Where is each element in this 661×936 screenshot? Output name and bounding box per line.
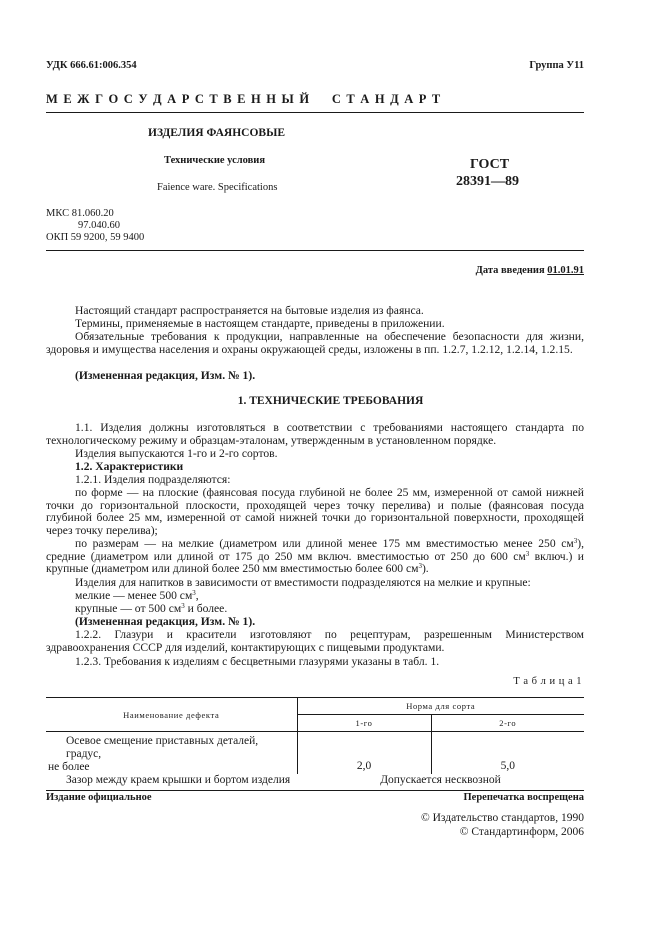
clause-1-2-3: 1.2.3. Требования к изделиям с бесцветными глазурями указаны в табл. 1. <box>75 655 440 668</box>
cube-superscript: 3 <box>192 589 196 597</box>
gost-label: ГОСТ <box>470 157 510 172</box>
section-1-heading: 1. ТЕХНИЧЕСКИЕ ТРЕБОВАНИЯ <box>237 395 424 407</box>
udk-code: УДК 666.61:006.354 <box>46 60 137 71</box>
drinks-small-text: мелкие — менее 500 см <box>75 589 193 602</box>
grade-1-value: 2,0 <box>297 732 431 775</box>
reprint-prohibited: Перепечатка воспрещена <box>463 792 584 803</box>
intro-paragraph-1: Настоящий стандарт распространяется на бытовые изделия из фаянса. <box>75 304 424 317</box>
intro-paragraph-2: Термины, применяемые в настоящем стандарте, приведены в приложении. <box>75 317 445 330</box>
effective-date-label: Дата введения <box>475 265 545 276</box>
drinks-large-tail: и более. <box>184 602 228 615</box>
group-code: Группа У11 <box>529 60 584 71</box>
clause-1-2-heading: 1.2. Характеристики <box>75 460 184 473</box>
column-header-defect: Наименование дефекта <box>46 698 297 732</box>
drinks-small <box>46 590 584 603</box>
cube-superscript: 3 <box>525 549 530 558</box>
by-size-part-d: ). <box>421 562 429 576</box>
cube-superscript: 3 <box>573 537 578 545</box>
defect-name-cell <box>46 732 297 775</box>
drinks-large <box>46 603 584 616</box>
copyright-1990: © Издательство стандартов, 1990 <box>420 812 584 824</box>
okp-code: ОКП 59 9200, 59 9400 <box>46 232 145 243</box>
gost-number: 28391—89 <box>456 174 519 189</box>
grades-sentence: Изделия выпускаются 1-го и 2-го сортов. <box>75 447 278 460</box>
column-header-grade-2: 2-го <box>431 715 584 732</box>
defect-name-cell: Зазор между краем крышки и бортом изделия <box>46 774 297 790</box>
table-caption: Т а б л и ц а 1 <box>513 676 582 687</box>
copyright-2006: © Стандартинформ, 2006 <box>459 826 584 838</box>
effective-date <box>476 265 584 276</box>
intro-paragraph-3: Обязательные требования к продукции, направленные на обеспечение безопасности для жизни, здоровья и имущества населения и охраны окружающей среды, изложены в пп. 1.2.7, 1.2.12, 1.2.14, 1.2.15. <box>46 330 584 356</box>
official-edition: Издание официальное <box>46 792 152 803</box>
table-row <box>46 732 584 775</box>
table-row <box>46 774 584 790</box>
by-size-part-a: по размерам — на мелкие (диаметром или длиной менее 175 мм вместимостью менее 250 см <box>75 537 574 550</box>
classification-by-size <box>46 538 584 576</box>
drinks-large-text: крупные — от 500 см <box>75 602 182 615</box>
document-title: ИЗДЕЛИЯ ФАЯНСОВЫЕ <box>148 127 286 139</box>
classification-by-form: по форме — на плоские (фаянсовая посуда глубиной не более 25 мм, измеренной от самой нижней точки до горизонтальной плоскости, проходящей через точку перелива) и полые (фаянсовая посуда глубиной более 25 мм, измеренной от самой нижней точки до горизонтальной поверхности, проходящей через точку перелива); <box>46 486 584 537</box>
effective-date-value: 01.01.91 <box>547 265 584 276</box>
section-amendment-note: (Измененная редакция, Изм. № 1). <box>75 615 256 628</box>
both-grades-value: Допускается несквозной <box>297 774 584 790</box>
mks-code-1: МКС 81.060.20 <box>46 208 114 219</box>
column-header-grade-1: 1-го <box>297 715 431 732</box>
clause-1-1: 1.1. Изделия должны изготовляться в соответствии с требованиями настоящего стандарта по технологическому режиму и образцам-эталонам, утвержденным в установленном порядке. <box>46 421 584 447</box>
defects-table <box>46 697 584 791</box>
by-size-part-c: включ.) и крупные (диаметром или длиной более 250 мм вместимостью более 600 см <box>46 549 584 576</box>
defect-name-line-1: Осевое смещение приставных деталей, градус, <box>66 735 259 760</box>
grade-2-value: 5,0 <box>431 732 584 775</box>
intro-amendment-note: (Измененная редакция, Изм. № 1). <box>75 369 256 382</box>
header-divider <box>46 112 584 113</box>
clause-1-2-2: 1.2.2. Глазури и красители изготовляют по рецептурам, разрешенным Министерством здравоохранения СССР для изделий, контактирующих с пищевыми продуктами. <box>46 628 584 654</box>
mks-code-2: 97.040.60 <box>78 220 120 231</box>
english-title: Faience ware. Specifications <box>157 182 278 193</box>
column-header-norm: Норма для сорта <box>297 698 584 715</box>
document-subtitle: Технические условия <box>164 155 266 166</box>
cube-superscript: 3 <box>181 602 185 610</box>
clause-1-2-1: 1.2.1. Изделия подразделяются: <box>75 473 231 486</box>
codes-divider <box>46 250 584 251</box>
drinks-small-punct: , <box>195 589 199 602</box>
drinks-classification: Изделия для напитков в зависимости от вместимости подразделяются на мелкие и крупные: <box>75 576 531 589</box>
interstate-standard-banner: М Е Ж Г О С У Д А Р С Т В Е Н Н Ы Й С Т А Н Д А Р Т <box>46 92 442 106</box>
by-size-part-b: ), средние (диаметром или длиной от 175 до 250 мм включ. вместимостью от 250 до 600 см <box>46 537 584 563</box>
defect-name-line-2: не более <box>48 761 90 773</box>
cube-superscript: 3 <box>418 562 422 571</box>
